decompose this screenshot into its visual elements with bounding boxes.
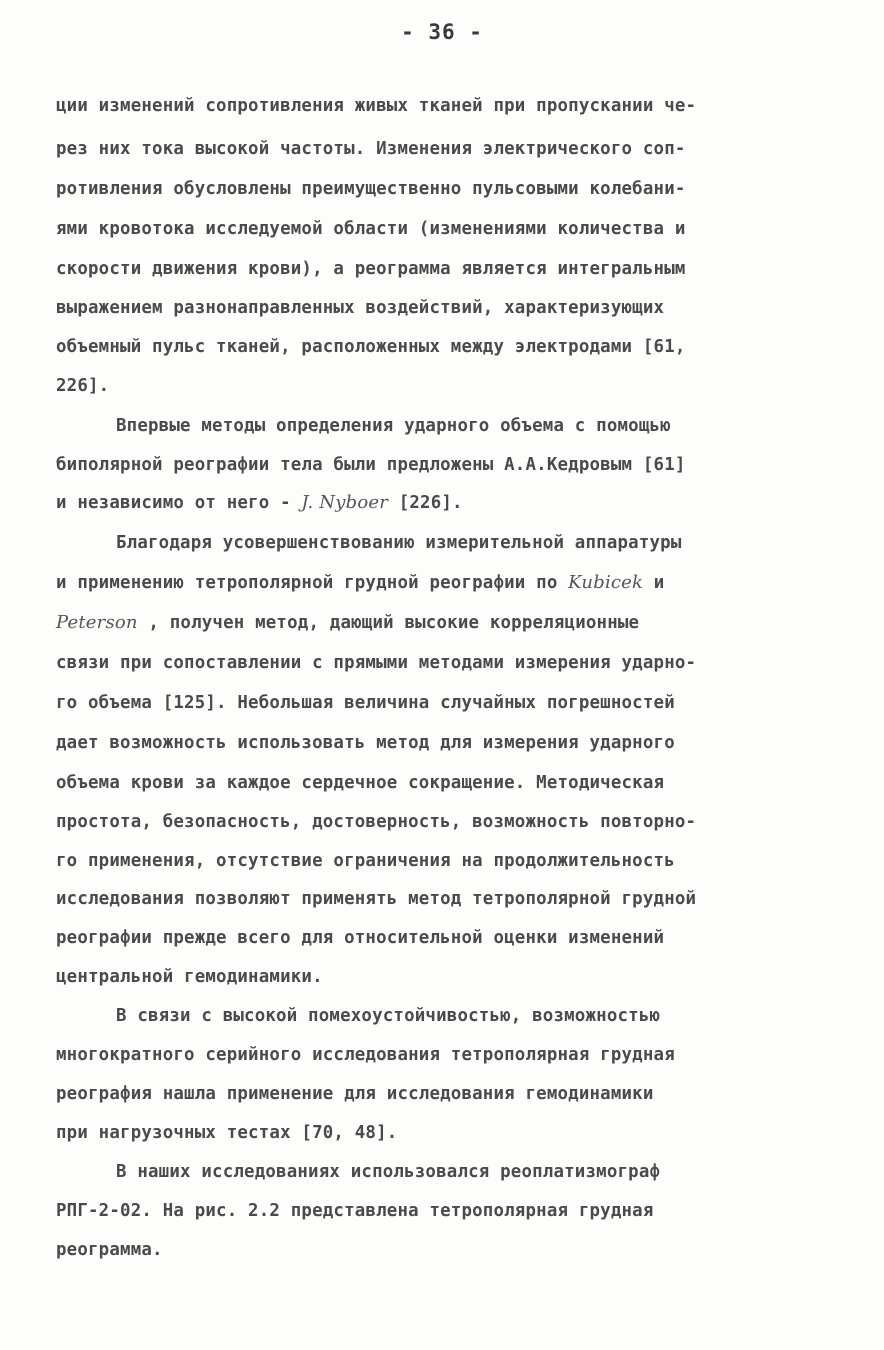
text-line: реограмма. [56, 1240, 163, 1260]
text-line [56, 612, 639, 634]
handwritten-name: J. Nyboer [301, 492, 389, 513]
text-line [56, 572, 664, 594]
text-line: простота, безопасность, достоверность, возможность повторно- [56, 812, 697, 832]
text-line: дает возможность использовать метод для измерения ударного [56, 733, 675, 753]
text-line: В связи с высокой помехоустойчивостью, возможностью [116, 1006, 661, 1026]
text-line: центральной гемодинамики. [56, 967, 323, 987]
text-line: объема крови за каждое сердечное сокращение. Методическая [56, 773, 665, 793]
text-line: РПГ-2-02. На рис. 2.2 представлена тетрополярная грудная [56, 1201, 654, 1221]
handwritten-name: Peterson [56, 612, 138, 633]
text-line: исследования позволяют применять метод тетрополярной грудной [56, 889, 697, 909]
handwritten-name: Kubicek [568, 572, 644, 593]
text-line: Благодаря усовершенствованию измерительной аппаратуры [116, 533, 682, 553]
text-segment: , получен метод, дающий высокие корреляционные [137, 613, 640, 633]
text-line: ции изменений сопротивления живых тканей при пропускании че- [56, 96, 697, 116]
text-line [56, 492, 463, 514]
text-line: го объема [125]. Небольшая величина случайных погрешностей [56, 693, 675, 713]
text-line: реографии прежде всего для относительной оценки изменений [56, 928, 665, 948]
text-line: биполярной реографии тела были предложены А.А.Кедровым [61] [56, 455, 686, 475]
text-segment: [226]. [388, 493, 463, 513]
text-line: ротивления обусловлены преимущественно пульсовыми колебани- [56, 179, 686, 199]
text-line: рез них тока высокой частоты. Изменения электрического соп- [56, 139, 686, 159]
text-line: В наших исследованиях использовался реоплатизмограф [116, 1162, 661, 1182]
text-line: скорости движения крови), а реограмма является интегральным [56, 259, 686, 279]
text-line: Впервые методы определения ударного объема с помощью [116, 416, 671, 436]
text-line: многократного серийного исследования тетрополярная грудная [56, 1045, 675, 1065]
text-line: ями кровотока исследуемой области (изменениями количества и [56, 219, 686, 239]
text-line: объемный пульс тканей, расположенных между электродами [61, [56, 337, 686, 357]
text-line: 226]. [56, 376, 110, 396]
page-number: - 36 - [401, 20, 483, 44]
text-line: связи при сопоставлении с прямыми методами измерения ударно- [56, 653, 697, 673]
text-line: реография нашла применение для исследования гемодинамики [56, 1084, 654, 1104]
text-segment: и [643, 573, 665, 593]
text-line: выражением разнонаправленных воздействий, характеризующих [56, 298, 665, 318]
text-line: го применения, отсутствие ограничения на продолжительность [56, 851, 675, 871]
text-line: при нагрузочных тестах [70, 48]. [56, 1123, 398, 1143]
text-segment: и применению тетрополярной грудной реографии по [56, 573, 569, 593]
text-segment: и независимо от него - [56, 493, 302, 513]
